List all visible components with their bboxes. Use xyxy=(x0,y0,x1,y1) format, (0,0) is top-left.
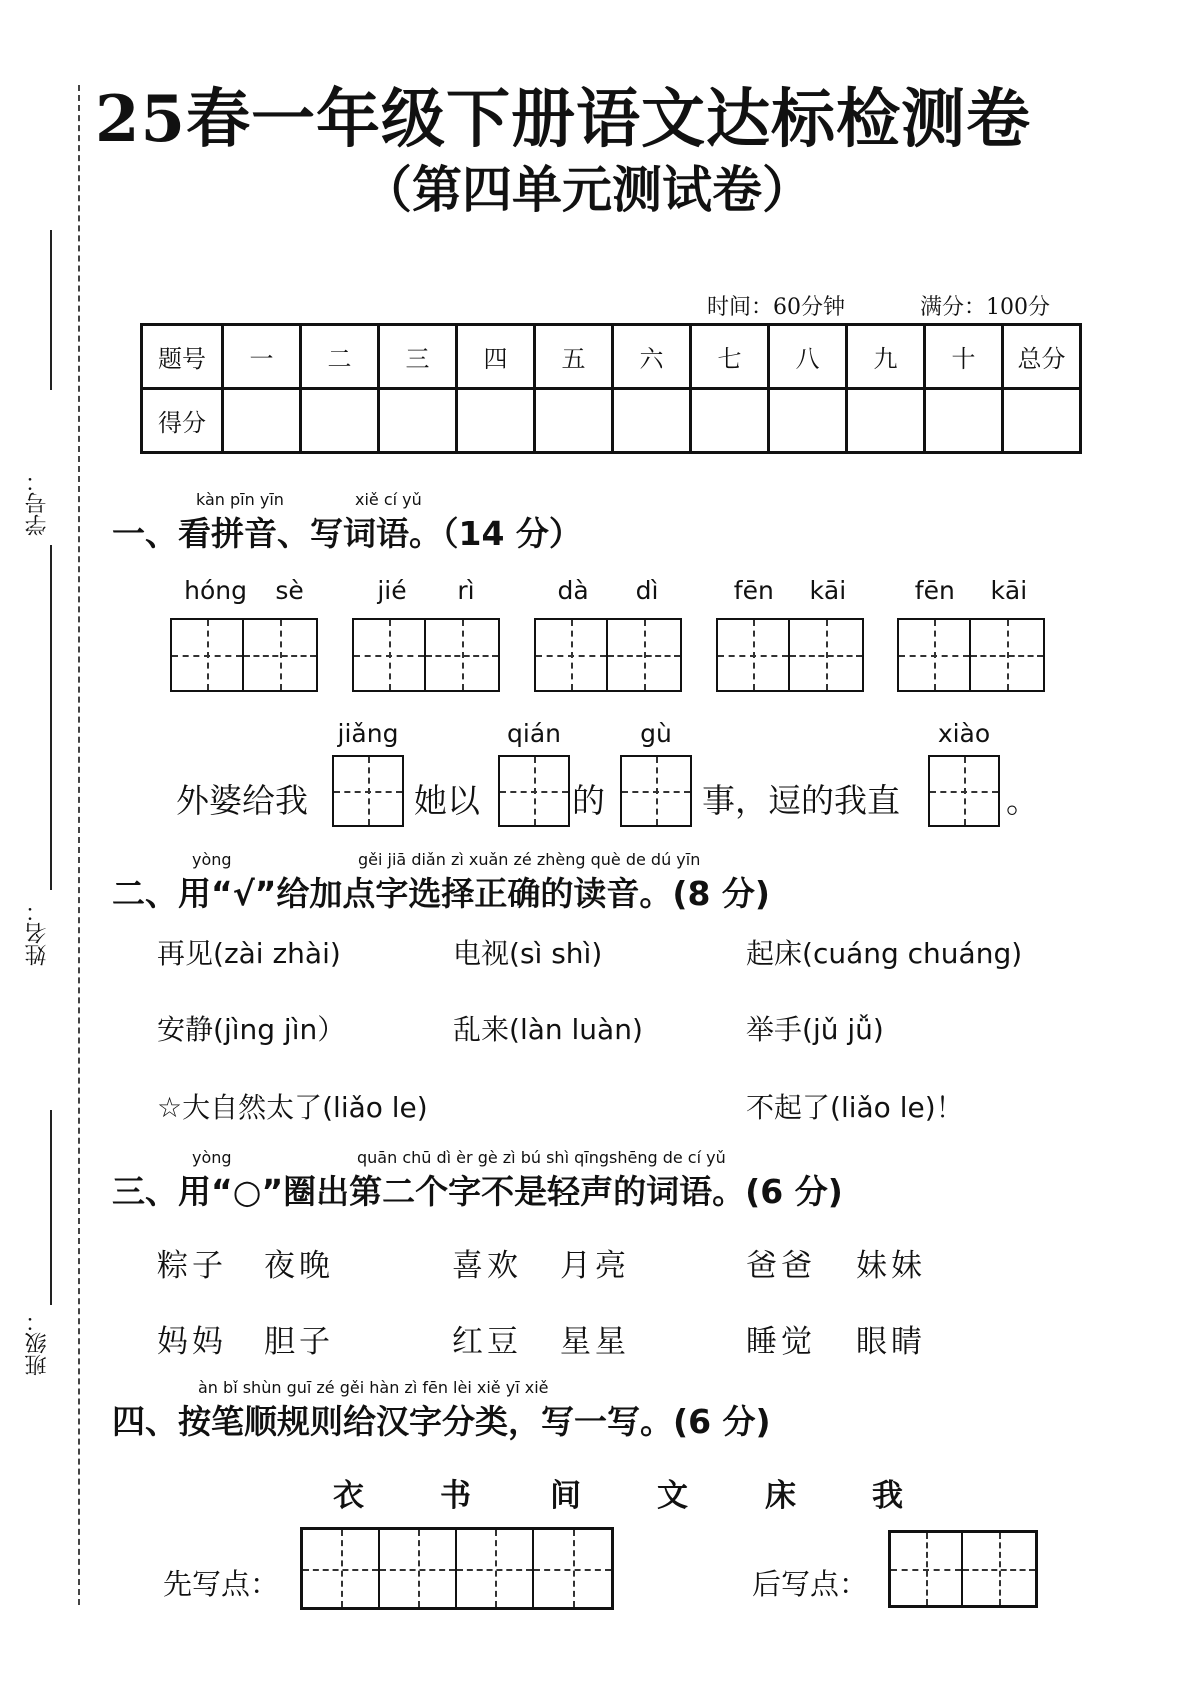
score-cell[interactable] xyxy=(691,389,769,453)
section3-ruby-1: yòng xyxy=(192,1148,232,1167)
sentence-text: 的 xyxy=(572,781,605,820)
score-cell[interactable] xyxy=(223,389,301,453)
sort-char: 我 xyxy=(872,1478,903,1514)
pinyin-syllable: jié xyxy=(377,576,407,605)
pinyin-syllable: rì xyxy=(457,576,475,605)
word-option[interactable]: 爸爸 xyxy=(746,1248,816,1284)
word-option[interactable]: 喜欢 xyxy=(452,1248,522,1284)
word-option[interactable]: 月亮 xyxy=(560,1248,630,1284)
word-option[interactable]: 眼睛 xyxy=(856,1324,926,1360)
blank-pinyin: xiào xyxy=(937,719,991,748)
section2-ruby-2: gěi jiā diǎn zì xuǎn zé zhèng què de dú yīn xyxy=(358,850,701,869)
sentence-blank-1[interactable] xyxy=(332,719,404,827)
class-line[interactable] xyxy=(50,1110,52,1305)
last-dot-label: 后写点： xyxy=(752,1567,869,1601)
name-label: 姓名： xyxy=(25,900,50,966)
section2-ruby-1: yòng xyxy=(192,850,232,869)
pronunciation-item[interactable]: 起床(cuáng chuáng) xyxy=(746,937,1023,970)
blank-pinyin: jiǎng xyxy=(337,719,399,748)
pinyin-word-4 xyxy=(716,576,864,692)
writing-grid[interactable] xyxy=(352,618,500,692)
sort-char: 衣 xyxy=(333,1478,364,1514)
pronunciation-item[interactable]: 电视(sì shì) xyxy=(453,937,603,970)
score-cell[interactable] xyxy=(1003,389,1081,453)
pronunciation-item[interactable]: 不起了(liǎo le)！ xyxy=(746,1091,964,1124)
score-cell[interactable] xyxy=(535,389,613,453)
pronunciation-item[interactable]: 举手(jǔ jǚ) xyxy=(746,1013,884,1046)
score-cell[interactable] xyxy=(457,389,535,453)
section1-ruby-1: kàn pīn yīn xyxy=(196,490,284,509)
sentence-text: 她以 xyxy=(414,781,480,820)
score-cell[interactable] xyxy=(613,389,691,453)
score-cell[interactable] xyxy=(925,389,1003,453)
score-row-label: 得分 xyxy=(142,389,223,453)
score-header-cell: 一 xyxy=(223,325,301,389)
pinyin-syllable: dà xyxy=(557,576,589,605)
score-table-header-row xyxy=(142,325,1081,389)
score-cell[interactable] xyxy=(769,389,847,453)
writing-grid[interactable] xyxy=(716,618,864,692)
class-label: 班级： xyxy=(25,1310,50,1376)
pronunciation-item[interactable]: 再见(zài zhài) xyxy=(157,937,341,970)
writing-grid[interactable] xyxy=(534,618,682,692)
full-score: 满分：100分 xyxy=(920,295,1050,320)
score-header-cell: 六 xyxy=(613,325,691,389)
section1-ruby-2: xiě cí yǔ xyxy=(355,490,422,509)
pinyin-syllable: sè xyxy=(275,576,304,605)
word-option[interactable]: 妈妈 xyxy=(157,1324,227,1360)
last-dot-grid[interactable] xyxy=(888,1530,1038,1608)
cut-line xyxy=(78,85,80,1605)
score-header-cell: 总分 xyxy=(1003,325,1081,389)
section2-title: 二、用“√”给加点字选择正确的读音。(8 分) xyxy=(112,874,771,913)
sort-char: 间 xyxy=(550,1478,581,1514)
pinyin-syllable: hóng xyxy=(184,576,248,605)
pinyin-syllable: fēn xyxy=(914,576,955,605)
sort-char: 文 xyxy=(657,1478,688,1514)
student-id-label: 学号： xyxy=(25,470,50,536)
section4-title: 四、按笔顺规则给汉字分类，写一写。(6 分) xyxy=(112,1402,771,1441)
score-header-cell: 九 xyxy=(847,325,925,389)
score-table-score-row xyxy=(142,389,1081,453)
first-dot-grid[interactable] xyxy=(300,1527,614,1610)
score-cell[interactable] xyxy=(301,389,379,453)
pinyin-syllable: dì xyxy=(635,576,659,605)
blank-pinyin: qián xyxy=(507,719,561,748)
student-id-line[interactable] xyxy=(50,230,52,390)
section3-title: 三、用“○”圈出第二个字不是轻声的词语。(6 分) xyxy=(112,1172,843,1211)
blank-pinyin: gù xyxy=(640,719,672,748)
word-option[interactable]: 夜晚 xyxy=(264,1248,334,1284)
pronunciation-item[interactable]: 安静(jìng jìn） xyxy=(157,1013,346,1046)
page-subtitle: （第四单元测试卷） xyxy=(362,160,812,219)
sort-char: 书 xyxy=(440,1478,471,1514)
score-header-cell: 八 xyxy=(769,325,847,389)
score-header-cell: 七 xyxy=(691,325,769,389)
word-option[interactable]: 星星 xyxy=(560,1324,630,1360)
score-header-cell: 题号 xyxy=(142,325,223,389)
score-header-cell: 三 xyxy=(379,325,457,389)
sort-char: 床 xyxy=(765,1478,796,1514)
writing-grid[interactable] xyxy=(897,618,1045,692)
time-limit: 时间：60分钟 xyxy=(707,295,845,320)
pinyin-syllable: fēn xyxy=(733,576,774,605)
sentence-text: 外婆给我 xyxy=(176,781,308,820)
pinyin-word-5 xyxy=(897,576,1045,692)
pronunciation-item[interactable]: ☆大自然太了(liǎo le) xyxy=(157,1091,428,1124)
score-table xyxy=(140,323,1082,454)
word-option[interactable]: 红豆 xyxy=(452,1324,522,1360)
section3-ruby-2: quān chū dì èr gè zì bú shì qīngshēng de cí yǔ xyxy=(357,1148,726,1167)
pinyin-syllable: kāi xyxy=(809,576,847,605)
sentence-text: 事，逗的我直 xyxy=(702,781,900,820)
word-option[interactable]: 妹妹 xyxy=(856,1248,926,1284)
pinyin-syllable: kāi xyxy=(990,576,1028,605)
score-header-cell: 十 xyxy=(925,325,1003,389)
pronunciation-item[interactable]: 乱来(làn luàn) xyxy=(453,1013,643,1046)
score-header-cell: 四 xyxy=(457,325,535,389)
word-option[interactable]: 胆子 xyxy=(264,1324,334,1360)
sentence-blank-3[interactable] xyxy=(620,719,692,827)
name-line[interactable] xyxy=(50,680,52,890)
word-option[interactable]: 粽子 xyxy=(157,1248,227,1284)
section4-ruby: àn bǐ shùn guī zé gěi hàn zì fēn lèi xiě yī xiě xyxy=(198,1378,549,1397)
pinyin-word-3 xyxy=(534,576,682,692)
word-option[interactable]: 睡觉 xyxy=(746,1324,816,1360)
first-dot-label: 先写点： xyxy=(163,1567,280,1601)
pinyin-word-1 xyxy=(170,576,318,692)
score-header-cell: 五 xyxy=(535,325,613,389)
sentence-blank-2[interactable] xyxy=(498,719,570,827)
pinyin-word-2 xyxy=(352,576,500,692)
writing-grid[interactable] xyxy=(170,618,318,692)
score-header-cell: 二 xyxy=(301,325,379,389)
score-cell[interactable] xyxy=(379,389,457,453)
sentence-text: 。 xyxy=(1006,781,1039,820)
score-cell[interactable] xyxy=(847,389,925,453)
sentence-blank-4[interactable] xyxy=(928,719,1000,827)
section1-title: 一、看拼音、写词语。（14 分） xyxy=(112,514,582,553)
page-title: 25春一年级下册语文达标检测卷 xyxy=(95,82,1032,157)
